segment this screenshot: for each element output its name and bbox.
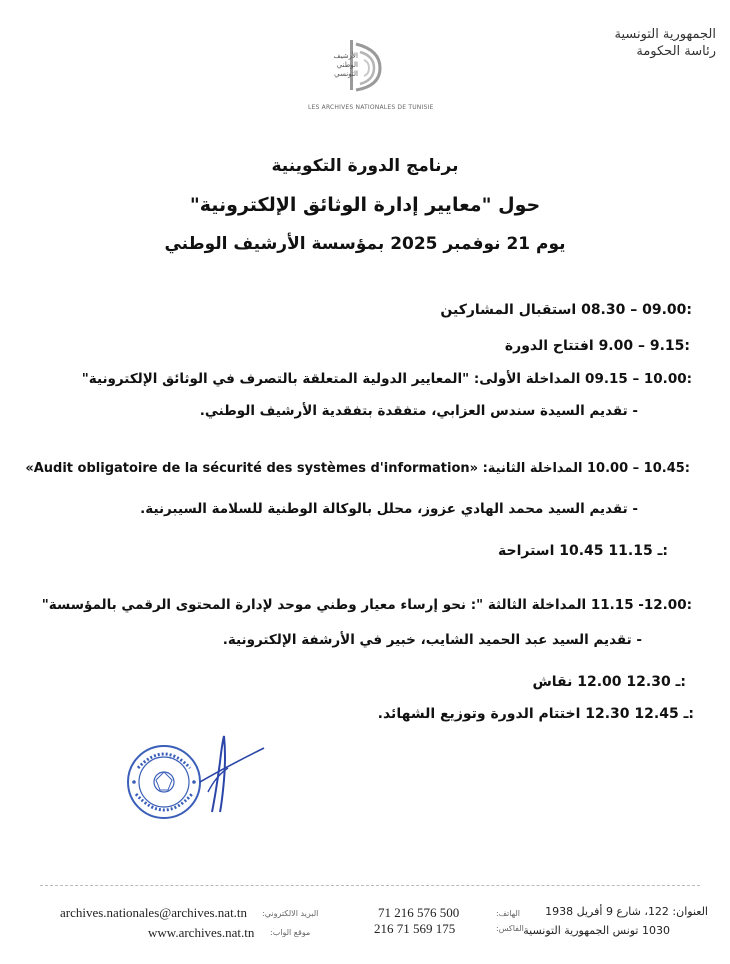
- footer-phone: 71 216 576 500: [378, 905, 460, 920]
- schedule-item-session-1-presenter: - تقديم السيدة سندس العزابي، متفقدة بتفقدية الأرشيف الوطني.: [199, 403, 638, 419]
- date-place-title: يوم 21 نوفمبر 2025 بمؤسسة الأرشيف الوطني: [164, 234, 566, 254]
- footer-website-label: موقع الواب:: [270, 928, 311, 937]
- footer-divider: [40, 885, 700, 886]
- official-stamp-icon: [128, 746, 200, 818]
- schedule-item-opening: 9.00 – 9.15: افتتاح الدورة: [504, 338, 690, 354]
- footer-phone-label: الهاتف:: [496, 909, 520, 918]
- schedule-item-session-1: 09.15 – 10.00: المداخلة الأولى: "المعايير الدولية المتعلقة بالتصرف في الوثائق الإلكترونية": [81, 371, 692, 387]
- footer-fax-label: الفاكس:: [496, 924, 524, 933]
- national-archives-logo: [308, 38, 434, 116]
- presidency-label: رئاسة الحكومة: [636, 44, 716, 59]
- schedule-item-session-3-presenter: - تقديم السيد عبد الحميد الشايب، خبير في الأرشفة الإلكترونية.: [222, 632, 642, 648]
- schedule-item-closing: 12.30 ـ 12.45: اختتام الدورة وتوزيع الشهائد.: [377, 706, 694, 722]
- logo-french-text: LES ARCHIVES NATIONALES DE TUNISIE: [308, 104, 434, 111]
- footer-address-line-2: 1030 تونس الجمهورية التونسية: [523, 924, 670, 937]
- schedule-item-session-2-presenter: - تقديم السيد محمد الهادي عزوز، محلل بالوكالة الوطنية للسلامة السيبرنية.: [140, 501, 638, 517]
- schedule-item-break: 10.45 ـ 11.15: استراحة: [498, 543, 668, 559]
- footer-fax: 216 71 569 175: [374, 921, 456, 936]
- schedule-item-session-2: 10.00 – 10.45: المداخلة الثانية: «Audit obligatoire de la sécurité des systèmes d'information»: [25, 461, 690, 476]
- schedule-item-discussion: 12.00 ـ 12.30: نقاش: [532, 674, 686, 690]
- schedule-item-welcome: 08.30 – 09.00: استقبال المشاركين: [440, 302, 692, 318]
- topic-title: حول "معايير إدارة الوثائق الإلكترونية": [189, 194, 541, 216]
- document-titles: [120, 150, 610, 254]
- government-header: [614, 26, 716, 60]
- official-stamp-and-signature: [124, 732, 274, 822]
- schedule-item-session-3: 11.15 -12.00: المداخلة الثالثة ": نحو إرساء معيار وطني موحد لإدارة المحتوى الرقمي بالمؤسسة": [41, 597, 692, 613]
- footer-address-line-1: العنوان: 122، شارع 9 أفريل 1938: [545, 905, 708, 918]
- logo-arabic-text: الأرشيف الوطني التونسي: [333, 52, 358, 78]
- footer-website[interactable]: www.archives.nat.tn: [148, 925, 255, 940]
- signature-icon: [200, 736, 264, 812]
- republic-label: الجمهورية التونسية: [614, 27, 716, 42]
- footer-email-label: البريد الالكتروني:: [262, 909, 319, 918]
- footer-email[interactable]: archives.nationales@archives.nat.tn: [60, 905, 248, 920]
- program-title: برنامج الدورة التكوينية: [271, 156, 459, 176]
